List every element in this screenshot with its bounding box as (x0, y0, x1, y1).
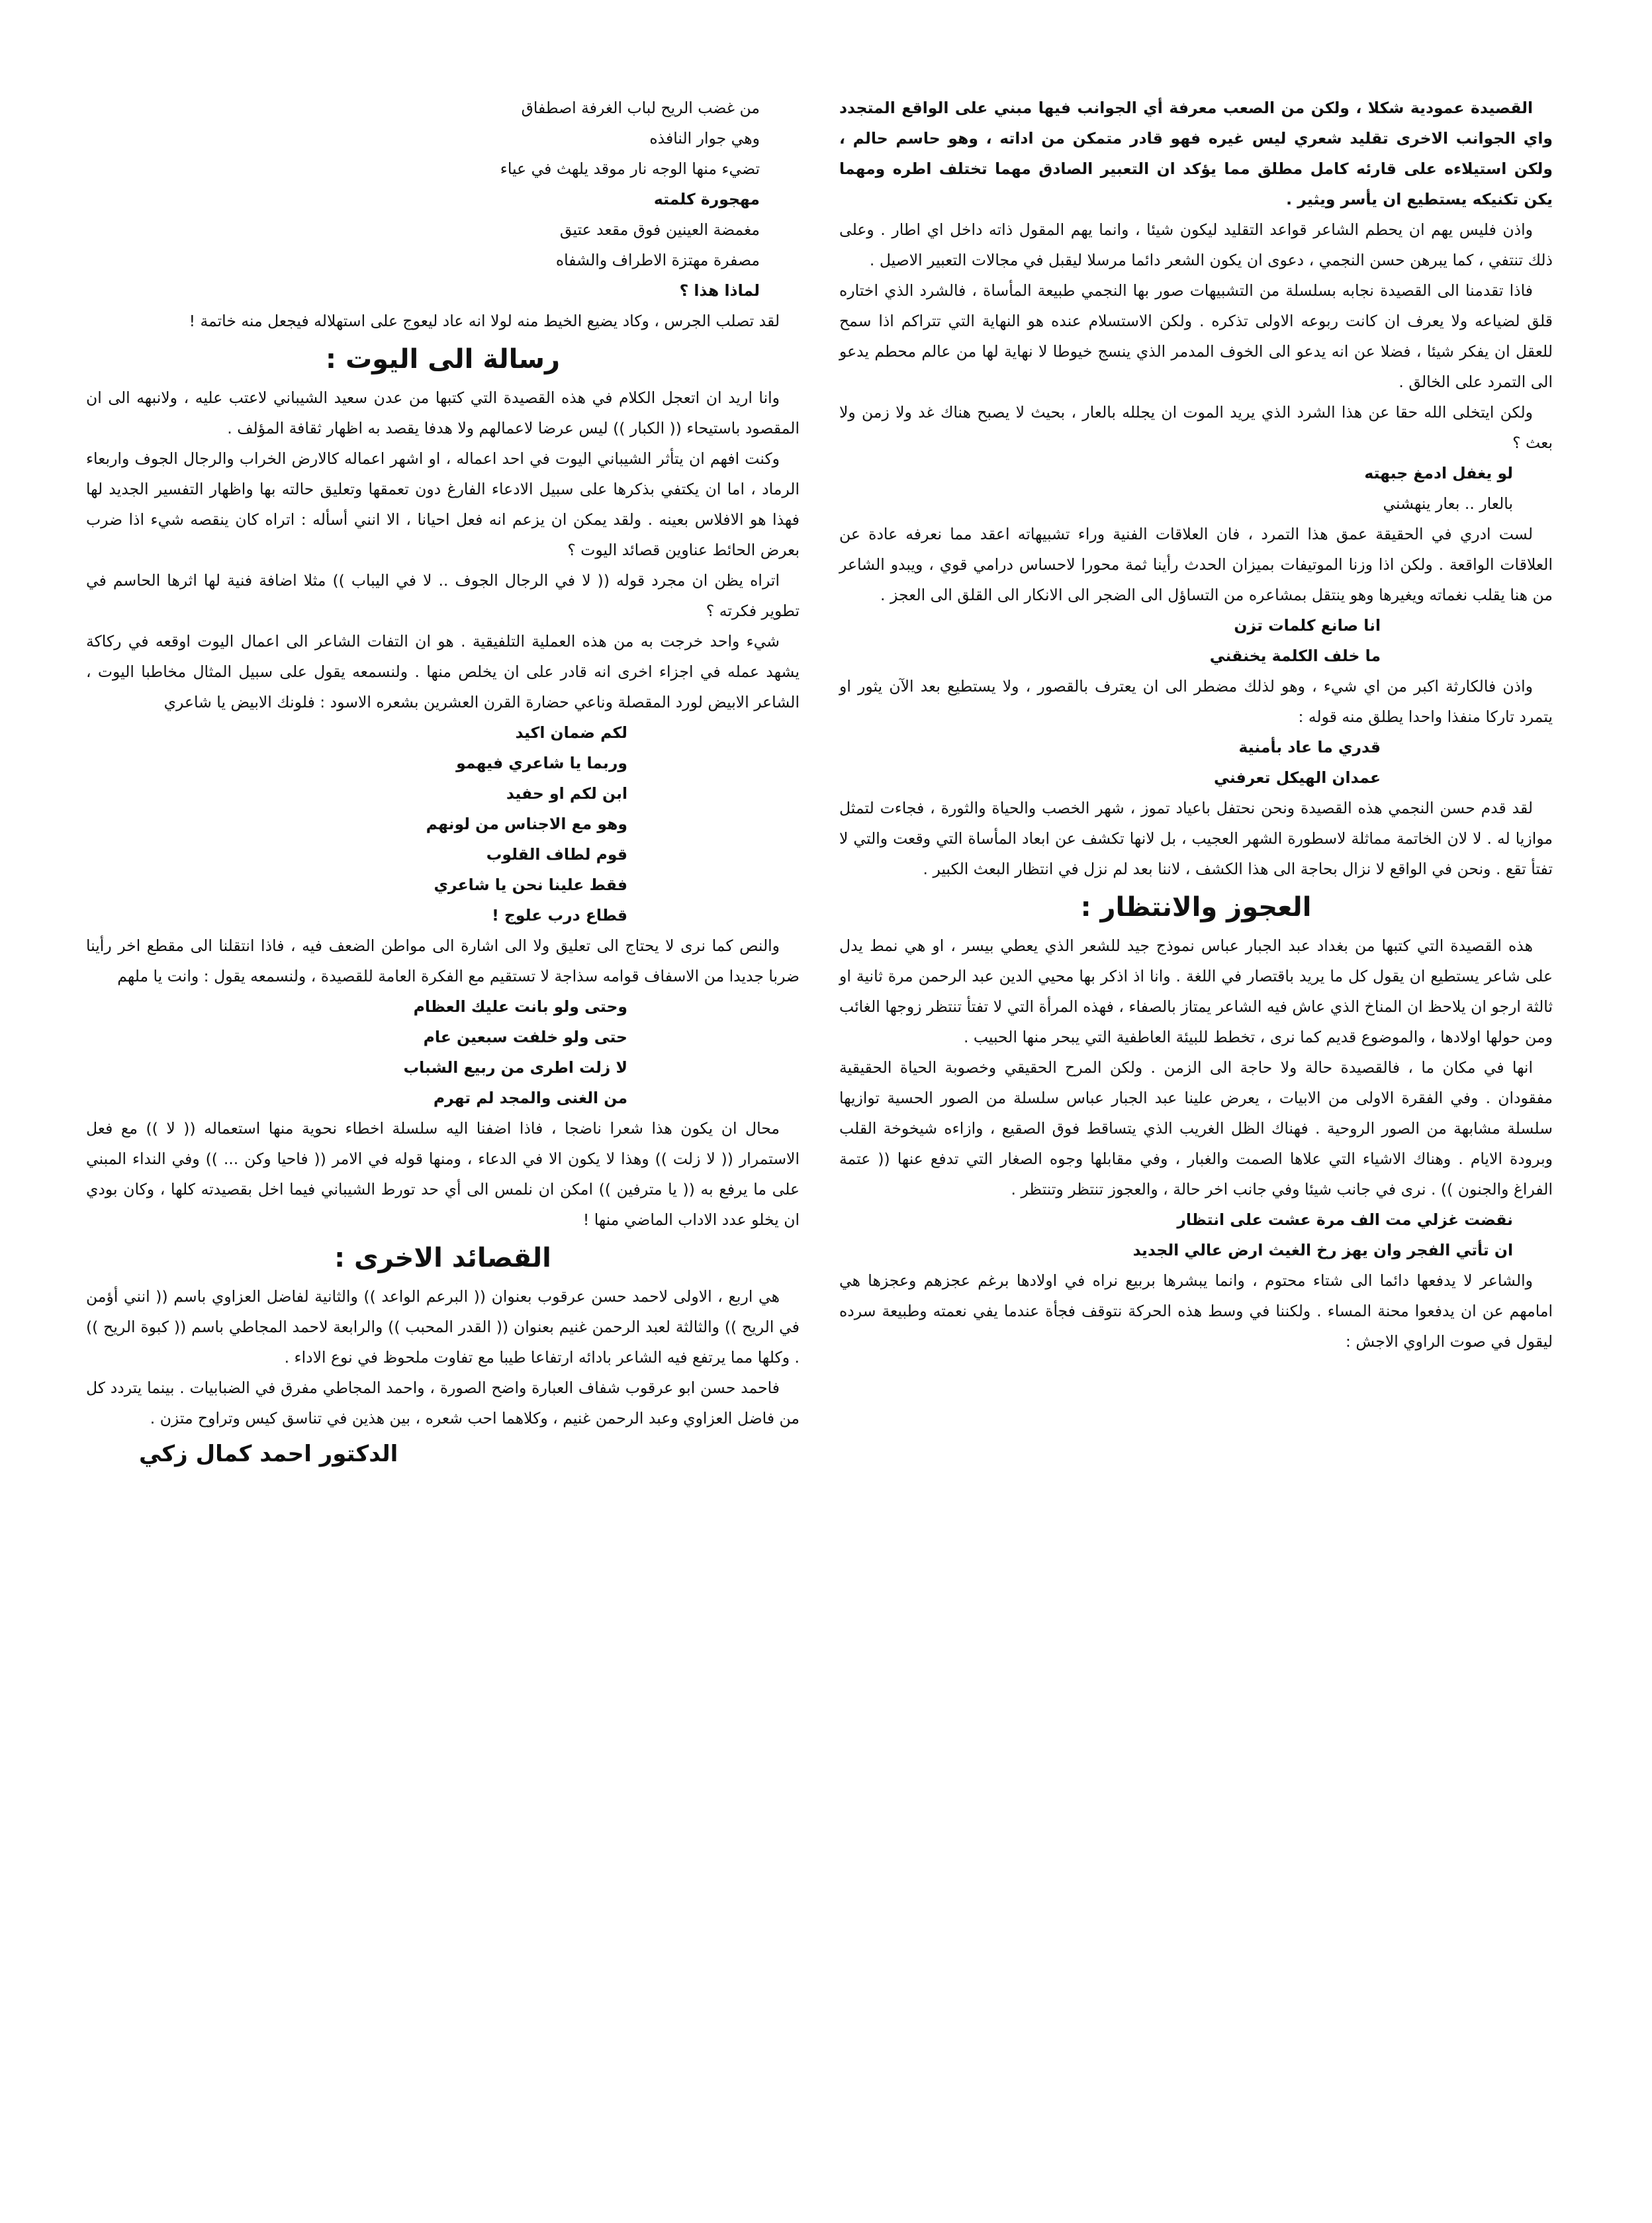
paragraph: وانا اريد ان اتعجل الكلام في هذه القصيدة التي كتبها من عدن سعيد الشيباني لاعتب عليه ، ولانبهه الى ان المقصود باستيحاء (( الكبار )) ليس عرضا لاعمالهم ولا هدفا يقصد به اظهار ثقافة المؤلف . (86, 388, 800, 437)
verse-line: حتى ولو خلفت سبعين عام (423, 1028, 627, 1046)
paragraph: فاحمد حسن ابو عرقوب شفاف العبارة واضح الصورة ، واحمد المجاطي مفرق في الضبابيات . بينما يتردد كل من فاضل العزاوي وعبد الرحمن غنيم ، وكلاهما احب شعره ، بين هذين في تناسق كيس وتراوح متزن . (86, 1379, 800, 1428)
paragraph: شيء واحد خرجت به من هذه العملية التلفيقية . هو ان التفات الشاعر الى اعمال اليوت اوقعه في ركاكة يشهد عمله في اجزاء اخرى انه قادر على ان يخلص منها . ولنسمعه يقول على سبيل المثال مخاطبا اليوت ، الشاعر الابيض لورد المقصلة وناعي حضارة القرن العشرين بشعره الاسود : فلونك الابيض يا شاعري (86, 632, 800, 711)
verse-line: قدري ما عاد بأمنية (1238, 738, 1381, 756)
left-column (86, 93, 800, 2183)
verse-line: لا زلت اطرى من ربيع الشباب (403, 1058, 627, 1077)
paragraph: لست ادري في الحقيقة عمق هذا التمرد ، فان العلاقات الفنية وراء تشبيهاته اعقد مما نعرفه عادة عن العلاقات الواقعة . ولكن اذا وزنا الموتيفات بميزان الحدث رأينا ثمة محورا لاحساس درامي قوي ، ويبدو الشاعر من هنا يقلب نغماته ويغيرها وهو ينتقل بمشاعره من التساؤل الى الضجر الى الانكار الى القلق الى العجز . (839, 525, 1553, 604)
verse-line: ابن لكم او حفيد (506, 784, 627, 803)
verse-line: فقط علينا نحن يا شاعري (434, 876, 627, 894)
verse-line: مغمضة العينين فوق مقعد عتيق (559, 220, 760, 239)
paragraph: هي اربع ، الاولى لاحمد حسن عرقوب بعنوان (( البرعم الواعد )) والثانية لفاضل العزاوي باسم (( انني أؤمن في الريح )) والثالثة لعبد الرحمن غنيم بعنوان (( القدر المحبب )) والرابعة لاحمد المجاطي باسم (( كبوة الريح )) . وكلها مما يرتفع فيه الشاعر بادائه ارتفاعا طيبا مع تفاوت ملحوظ في نوع الاداء . (86, 1287, 800, 1367)
paragraph: انها في مكان ما ، فالقصيدة حالة ولا حاجة الى الزمن . ولكن المرح الحقيقي وخصوبة الحياة الحقيقية مفقودان . وفي الفقرة الاولى من الابيات ، يعرض علينا عبد الجبار عباس سلسلة من الصور الحسية توازيها سلسلة مشابهة من الصور الروحية . فهناك الظل الغريب الذي يتساقط فوق الصقيع ، وازاءه شيخوخة القلب وبرودة الايام . وهناك الاشياء التي علاها الصمت والغبار ، وفي مقابلها وجوه الصغار التي تدفع عنها (( عتمة الفراغ والجنون )) . نرى في جانب شيئا وفي جانب اخر حالة ، والعجوز تنتظر وتنتظر . (839, 1058, 1553, 1199)
verse-line: وهو مع الاجناس من لونهم (426, 815, 627, 833)
verse-line: ان تأتي الفجر وان يهز رخ الغيث ارض عالي الجديد (1132, 1241, 1513, 1259)
section-heading: العجوز والانتظار : (1080, 892, 1312, 923)
paragraph: اتراه يظن ان مجرد قوله (( لا في الرجال الجوف .. لا في اليباب )) مثلا اضافة فنية لها اثرها الحاسم في تطوير فكرته ؟ (86, 571, 800, 620)
verse-line: تضيء منها الوجه نار موقد يلهث في عياء (500, 159, 760, 178)
verse-line: لكم ضمان اكيد (515, 723, 627, 742)
verse-line: مصفرة مهتزة الاطراف والشفاه (555, 251, 760, 269)
verse-line: لماذا هذا ؟ (679, 281, 760, 300)
verse-line: وحتى ولو بانت عليك العظام (413, 997, 627, 1016)
section-heading: القصائد الاخرى : (334, 1243, 551, 1273)
verse-line: انا صانع كلمات تزن (1234, 616, 1381, 635)
verse-line: وهي جوار النافذه (649, 129, 760, 148)
paragraph: فاذا تقدمنا الى القصيدة نجابه بسلسلة من التشبيهات صور بها النجمي طبيعة المأساة ، فالشرد الذي اختاره قلق لضياعه ولا يعرف ان كانت ربوعه الاولى تذكره . ولكن الاستسلام عنده هو النهاية التي تتراكم اذا سمح للعقل ان يفكر شيئا ، فضلا عن انه يدعو الى الخوف المدمر الذي ينسج خيوطا لا نهاية لها من عالم محطم يدعو الى التمرد على الخالق . (839, 281, 1553, 391)
verse-line: وربما يا شاعري فيهمو (456, 754, 627, 772)
paragraph: القصيدة عمودية شكلا ، ولكن من الصعب معرفة أي الجوانب فيها مبني على الواقع المتجدد واي الجوانب الاخرى تقليد شعري ليس غيره فهو قادر متمكن من اداته ، وهو حاسم حالم ، ولكن استيلاءه على قارئه كامل مطلق مما يؤكد ان التعبير الصادق مهما تختلف اطره ومهما يكن تكنيكه يستطيع ان يأسر ويثير . (839, 99, 1553, 208)
paragraph: هذه القصيدة التي كتبها من بغداد عبد الجبار عباس نموذج جيد للشعر الذي يعطي بيسر ، او هي نمط يدل على شاعر يستطيع ان يقول كل ما يريد باقتصار في اللغة . وانا اذ اذكر بها محيي الدين عبد الرحمن مرة ثانية او ثالثة ارجو ان يلاحظ ان المناخ الذي عاش فيه الشاعر يمتاز بالصفاء ، فهذه المرأة التي لا تفتأ تنتظر زوجها الغائب ومن حولها اولادها ، والموضوع قديم كما نرى ، تخطط للبيئة العاطفية التي يبحر منها الحبيب . (839, 936, 1553, 1046)
paragraph: وكنت افهم ان يتأثر الشيباني اليوت في احد اعماله ، او اشهر اعماله كالارض الخراب والرجال الجوف واربعاء الرماد ، اما ان يكتفي بذكرها على سبيل الادعاء الفارغ دون تعمقها وتعليق حالته بها واظهار التفسير الجديد لها فهذا هو الافلاس بعينه . ولقد يمكن ان يزعم انه فعل احيانا ، الا انني أسأله : اتراه كان ينقصه شيء اذا ضرب بعرض الحائط عناوين قصائد اليوت ؟ (86, 449, 800, 559)
paragraph: محال ان يكون هذا شعرا ناضجا ، فاذا اضفنا اليه سلسلة اخطاء نحوية منها استعماله (( لا )) مع فعل الاستمرار (( لا زلت )) وهذا لا يكون الا في الدعاء ، ومنها قوله في الامر (( فاحيا وكن ... )) وفي النداء المبني على ما يرفع به (( يا مترفين )) امكن ان نلمس الى أي حد تورط الشيباني فيما اخل بقصيدته كلها ، وكان بودي ان يخلو عدد الاداب الماضي منها ! (86, 1119, 800, 1229)
paragraph: واذن فالكارثة اكبر من اي شيء ، وهو لذلك مضطر الى ان يعترف بالقصور ، ولا يستطيع بعد الآن يثور او يتمرد تاركا منفذا واحدا يطلق منه قوله : (839, 677, 1553, 726)
verse-line: بالعار .. بعار ينهشني (1383, 494, 1513, 513)
author-signature: الدكتور احمد كمال زكي (139, 1441, 398, 1467)
paragraph: واذن فليس يهم ان يحطم الشاعر قواعد التقليد ليكون شيئا ، وانما يهم المقول ذاته داخل اي اطار . وعلى ذلك تنتفي ، كما يبرهن حسن النجمي ، دعوى ان يكون الشعر دائما مرسلا ليقبل في مجالات التعبير الاصيل . (839, 220, 1553, 269)
paragraph: والنص كما نرى لا يحتاج الى تعليق ولا الى اشارة الى مواطن الضعف فيه ، فاذا انتقلنا الى مقطع اخر رأينا ضربا جديدا من الاسفاف قوامه سذاجة لا تستقيم مع الفكرة العامة للقصيدة ، ولنسمعه يقول : وانت يا ملهم (86, 936, 800, 985)
verse-line: قطاع درب علوج ! (492, 906, 627, 925)
section-heading: رسالة الى اليوت : (326, 344, 560, 375)
verse-line: عمدان الهيكل تعرفني (1214, 768, 1381, 787)
verse-line: من الغنى والمجد لم تهرم (433, 1089, 627, 1107)
verse-line: من غضب الريح لباب الغرفة اصطفاق (521, 99, 760, 117)
paragraph: والشاعر لا يدفعها دائما الى شتاء محتوم ، وانما يبشرها بربيع نراه في اولادها برغم عجزهم وعجزها هي امامهم عن ان يدفعوا محنة المساء . ولكننا في وسط هذه الحركة نتوقف فجأة عندما يفي نعمته وطبيعة سرده ليقول في صوت الراوي الاجش : (839, 1271, 1553, 1351)
verse-line: قوم لطاف القلوب (486, 845, 627, 864)
verse-line: نقضت غزلي مت الف مرة عشت على انتظار (1177, 1210, 1513, 1229)
verse-line: ما خلف الكلمة يخنقني (1209, 647, 1381, 665)
verse-line: لو يغفل ادمغ جبهته (1364, 464, 1513, 482)
paragraph: لقد قدم حسن النجمي هذه القصيدة ونحن نحتفل باعياد تموز ، شهر الخصب والحياة والثورة ، فجاءت لتمثل موازيا له . لا لان الخاتمة مماثلة لاسطورة الشهر العجيب ، بل لانها تكشف عن ابعاد المأساة التي وقعت والتي لا تفتأ تقع . ونحن في الواقع لا نزال بحاجة الى هذا الكشف ، لاننا بعد لم نزل في انتظار البعث الكبير . (839, 799, 1553, 878)
paragraph: لقد تصلب الجرس ، وكاد يضيع الخيط منه لولا انه عاد ليعوج على استهلاله فيجعل منه خاتمة ! (189, 312, 780, 330)
right-column (839, 93, 1553, 2183)
verse-line: مهجورة كلمته (653, 190, 760, 208)
paragraph: ولكن ايتخلى الله حقا عن هذا الشرد الذي يريد الموت ان يجلله بالعار ، بحيث لا يصبح هناك غد ولا زمن ولا بعث ؟ (839, 403, 1553, 452)
